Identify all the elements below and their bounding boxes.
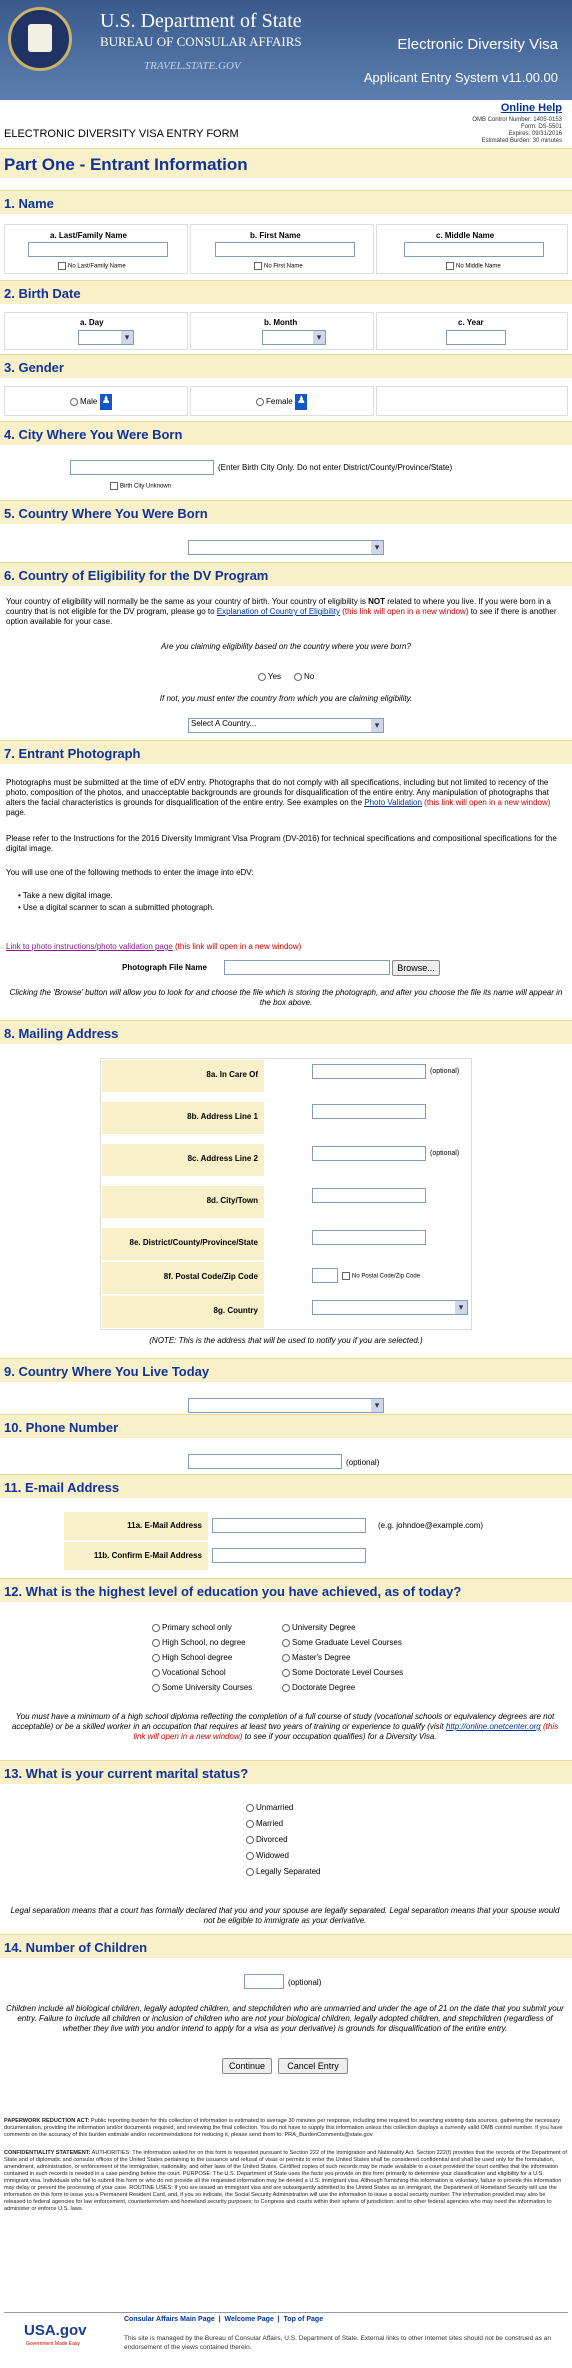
photo-requirements-end: page. <box>6 808 27 817</box>
education-option[interactable] <box>152 1635 252 1650</box>
education-note-text: You must have a minimum of a high school diploma reflecting the completion of a full course of study (vocational schools or equivalency degrees are not acceptable) or be a skilled worker in an occupation that requires at least two years of training or experience to qualify (visit <box>11 1712 555 1731</box>
browse-button[interactable]: Browse... <box>392 960 440 976</box>
footer-link-main[interactable]: Consular Affairs Main Page <box>124 2316 215 2323</box>
eligibility-yes-label: Yes <box>268 672 282 681</box>
section-name-heading: 1. Name <box>0 190 572 214</box>
eligibility-yes-option[interactable] <box>258 672 281 681</box>
photo-requirements-text: Photographs must be submitted at the time of eDV entry. Photographs that do not comply with all specifications, including but not limited to recency of the photo, composition of the photos, and unacceptable backgrounds are grounds for disqualification of the entire entry. Any manipulation of photographs that alters the facial characteristics is grounds for disqualification of the entire entry. See examples on the <box>6 778 549 807</box>
eligibility-text-c: related to where you live. If you were born in a country that is not eligible for the DV program, please go to <box>6 597 551 616</box>
last-name-label: a. Last/Family Name <box>50 231 127 240</box>
children-count-input[interactable] <box>244 1974 284 1989</box>
section-education-heading: 12. What is the highest level of education you have achieved, as of today? <box>0 1578 572 1602</box>
photo-file-input[interactable] <box>224 960 390 975</box>
section-residence-heading: 9. Country Where You Live Today <box>0 1358 572 1382</box>
no-last-name-checkbox[interactable] <box>58 262 66 270</box>
section-photo-heading: 7. Entrant Photograph <box>0 740 572 764</box>
marital-option-label: Widowed <box>256 1851 289 1860</box>
usa-gov-logo[interactable]: USA.gov <box>24 2322 87 2339</box>
postal-code-input[interactable] <box>312 1268 338 1283</box>
middle-name-input[interactable] <box>404 242 544 257</box>
residence-country-select[interactable] <box>188 1398 384 1413</box>
email-example: (e.g. johndoe@example.com) <box>378 1521 484 1530</box>
omb-form: Form: DS-5501 <box>520 124 562 130</box>
marital-option-label: Divorced <box>256 1835 288 1844</box>
site-url[interactable]: TRAVEL.STATE.GOV <box>144 60 241 72</box>
photo-instructions-link-row <box>6 942 301 951</box>
address-line2-label: 8c. Address Line 2 <box>102 1144 264 1176</box>
first-name-input[interactable] <box>215 242 355 257</box>
city-town-input[interactable] <box>312 1188 426 1203</box>
eligibility-link-new-window-note: (this link will open in a new window) <box>342 607 469 616</box>
marital-radio[interactable] <box>246 1868 254 1876</box>
birth-city-unknown-checkbox[interactable] <box>110 482 118 490</box>
education-radio[interactable] <box>282 1684 290 1692</box>
marital-options <box>246 1800 321 1880</box>
marital-radio[interactable] <box>246 1836 254 1844</box>
section-marital-heading: 13. What is your current marital status? <box>0 1760 572 1784</box>
children-optional: (optional) <box>288 1978 322 1987</box>
confirm-email-input[interactable] <box>212 1548 366 1563</box>
eligibility-question: Are you claiming eligibility based on the country where you were born? <box>161 642 411 651</box>
education-option-label: Master's Degree <box>292 1653 351 1662</box>
footer-divider <box>4 2312 568 2313</box>
marital-option[interactable] <box>246 1816 321 1832</box>
city-town-label: 8d. City/Town <box>102 1186 264 1218</box>
online-help-link[interactable]: Online Help <box>500 102 562 114</box>
section-phone-heading: 10. Phone Number <box>0 1414 572 1438</box>
photo-methods-list <box>18 890 214 914</box>
education-radio[interactable] <box>152 1684 160 1692</box>
birth-country-select[interactable] <box>188 540 384 555</box>
section-eligibility-heading: 6. Country of Eligibility for the DV Program <box>0 562 572 586</box>
photo-method-2-text: Use a digital scanner to scan a submitted photograph. <box>23 903 215 912</box>
marital-radio[interactable] <box>246 1820 254 1828</box>
marital-option[interactable] <box>246 1848 321 1864</box>
photo-method-1: • Take a new digital image. <box>18 891 113 900</box>
section-mailing-heading: 8. Mailing Address <box>0 1020 572 1044</box>
no-last-name-option[interactable] <box>58 262 126 270</box>
paperwork-text: Public reporting burden for this collection of information is estimated to average 30 minutes per response, including time required for searching existing data sources, gathering the necessary documentation, providing the information and/or documents required, and reviewing the final collection. You do not have to supply this information unless this collection displays a currently valid OMB control number. If you have comments on the accuracy of this burden estimate and/or recommendations for reducing it, please send them to: PRA_BurdenComments@state.gov. <box>4 2118 563 2138</box>
section-birth-country-heading: 5. Country Where You Were Born <box>0 500 572 524</box>
email-label: 11a. E-Mail Address <box>64 1512 208 1540</box>
no-middle-name-option[interactable] <box>446 262 501 270</box>
education-options-col2 <box>282 1620 403 1695</box>
continue-button[interactable]: Continue <box>222 2058 272 2074</box>
photo-methods-intro: You will use one of the following methods to enter the image into eDV: <box>6 868 254 877</box>
education-option[interactable] <box>282 1665 403 1680</box>
birth-month-select[interactable] <box>262 330 326 345</box>
eligibility-text-a: Your country of eligibility will normally be the same as your country of birth. Your country of eligibility is <box>6 597 369 606</box>
care-of-input[interactable] <box>312 1064 426 1079</box>
female-person-icon <box>295 394 307 410</box>
no-first-name-option[interactable] <box>254 262 303 270</box>
eligibility-country-select[interactable]: Select A Country... ▾ <box>188 718 384 733</box>
photo-file-label: Photograph File Name <box>122 963 207 972</box>
no-postal-code-option[interactable] <box>342 1272 420 1280</box>
education-note-end: to see if your occupation qualifies) for a Diversity Visa. <box>242 1732 437 1741</box>
education-requirement-note <box>6 1712 564 1742</box>
marital-option-label: Unmarried <box>256 1803 294 1812</box>
state-department-seal-icon <box>8 7 72 71</box>
omb-info <box>472 117 562 145</box>
birth-day-select[interactable] <box>78 330 134 345</box>
site-header <box>0 0 572 100</box>
last-name-input[interactable] <box>28 242 168 257</box>
usa-gov-tagline: Government Made Easy <box>26 2341 80 2347</box>
care-of-optional: (optional) <box>430 1068 460 1075</box>
education-radio[interactable] <box>282 1669 290 1677</box>
education-option-label: High School, no degree <box>162 1638 246 1647</box>
education-option-label: Some Graduate Level Courses <box>292 1638 402 1647</box>
marital-option[interactable] <box>246 1800 321 1816</box>
postal-code-label: 8f. Postal Code/Zip Code <box>102 1262 264 1294</box>
eligibility-text-not: NOT <box>368 597 385 606</box>
district-input[interactable] <box>312 1230 426 1245</box>
education-option[interactable] <box>282 1650 403 1665</box>
birth-year-label: c. Year <box>458 318 484 327</box>
eligibility-yes-radio[interactable] <box>258 673 266 681</box>
no-first-name-checkbox[interactable] <box>254 262 262 270</box>
education-option[interactable] <box>152 1665 252 1680</box>
marital-option-label: Legally Separated <box>256 1867 321 1876</box>
footer-link-welcome[interactable]: Welcome Page <box>224 2316 274 2323</box>
education-option-label: Some University Courses <box>162 1683 253 1692</box>
children-note: Children include all biological children, legally adopted children, and stepchildren who are unmarried and under the age of 21 on the date that you submit your entry. Failure to include all children or inclusion of children who are not your biological children, legally adopted children, and stepchildren (regardless of whether they live with you and/or intend to apply for a visa as your derivative) is grounds for disqualification of the entire entry. <box>6 2004 564 2033</box>
omb-expires: Expires: 09/31/2016 <box>508 131 562 137</box>
middle-name-label: c. Middle Name <box>436 231 495 240</box>
education-radio[interactable] <box>282 1639 290 1647</box>
gender-female-option[interactable] <box>256 394 307 410</box>
birth-month-label: b. Month <box>264 318 298 327</box>
education-option[interactable] <box>152 1680 252 1695</box>
omb-burden: Estimated Burden: 30 minutes <box>481 138 562 144</box>
confidentiality-label: CONFIDENTIALITY STATEMENT: <box>4 2150 91 2156</box>
part-one-heading: Part One - Entrant Information <box>0 148 572 178</box>
education-option[interactable] <box>282 1620 403 1635</box>
onet-link[interactable]: http://online.onetcenter.org <box>445 1722 541 1731</box>
gender-male-option[interactable] <box>70 394 112 410</box>
education-option-label: Doctorate Degree <box>292 1683 356 1692</box>
education-option-label: Primary school only <box>162 1623 232 1632</box>
birth-city-note: (Enter Birth City Only. Do not enter District/County/Province/State) <box>218 463 453 472</box>
no-last-name-label: No Last/Family Name <box>68 263 126 270</box>
mailing-country-select[interactable] <box>312 1300 468 1315</box>
first-name-label: b. First Name <box>250 231 301 240</box>
paperwork-reduction-act <box>4 2118 568 2139</box>
legal-separation-note: Legal separation means that a court has formally declared that you and your spouse are legally separated. Legal separation means that your spouse would not be eligible to immigrate as your derivative. <box>10 1906 560 1925</box>
education-radio[interactable] <box>282 1624 290 1632</box>
birth-city-unknown-option[interactable] <box>110 482 171 490</box>
gender-empty-cell <box>376 386 568 416</box>
photo-validation-link[interactable]: Photo Validation <box>364 798 422 807</box>
birth-city-unknown-label: Birth City Unknown <box>120 483 172 490</box>
male-label: Male <box>80 397 98 407</box>
education-option[interactable] <box>152 1650 252 1665</box>
confidentiality-text: AUTHORITIES: The information asked for on this form is requested pursuant to Section 222 of the Immigration and Nationality Act. Section 222(f) provides that the records of the Department of State and of diplomatic and consular offices of the United States pertaining to the issuance and refusal of visas or permits to enter the United States shall be considered confidential and shall be used only for the formulation, amendment, administration, or enforcement of the immigration, nationality, and other laws of the United States. Certified copies of such records may be made available to a court provided the court certifies that the information contained in such records is needed in a case pending before the court. PURPOSE: The U.S. Department of State uses the facts you provide on this form primarily to determine your classification and eligibility for a U.S. immigrant visa. Individuals who fail to submit this form or who do not provide all the requested information may be denied a U.S. immigrant visa. Although furnishing this information is voluntary, failure to provide this information may delay or prevent the processing of your case. ROUTINE USES: If you are issued an immigrant visa and are subsequently admitted to the United States as an immigrant, the Department of Homeland Security will use the information on this form to issue you a Permanent Resident Card, and, if you so indicate, the Social Security Administration will use the information to issue a social security number. The information provided may also be released to federal agencies for law enforcement, counterterrorism and homeland security purposes; to Congress and courts within their sphere of jurisdiction; and to other federal agencies who may need the information to administer or enforce U.S. laws. <box>4 2150 567 2212</box>
footer-links: Consular Affairs Main Page | Welcome Page | Top of Page <box>124 2316 324 2323</box>
marital-radio[interactable] <box>246 1852 254 1860</box>
marital-option[interactable] <box>246 1864 321 1880</box>
photo-validation-new-window-note: (this link will open in a new window) <box>424 798 551 807</box>
care-of-label: 8a. In Care Of <box>102 1060 264 1092</box>
eligibility-no-option[interactable] <box>294 672 314 681</box>
section-birthdate-heading: 2. Birth Date <box>0 280 572 304</box>
education-option[interactable] <box>282 1680 403 1695</box>
no-middle-name-checkbox[interactable] <box>446 262 454 270</box>
photo-browse-note: Clicking the 'Browse' button will allow you to look for and choose the file which is storing the photograph, and after you choose the file its name will appear in the box above. <box>9 988 563 1007</box>
birth-day-label: a. Day <box>80 318 104 327</box>
phone-optional: (optional) <box>346 1458 380 1467</box>
no-middle-name-label: No Middle Name <box>456 263 501 270</box>
male-radio[interactable] <box>70 398 78 406</box>
eligibility-explanation-link[interactable]: Explanation of Country of Eligibility <box>216 607 340 616</box>
address-line2-input[interactable] <box>312 1146 426 1161</box>
confidentiality-statement <box>4 2150 568 2213</box>
birth-year-input[interactable] <box>446 330 506 345</box>
no-postal-code-checkbox[interactable] <box>342 1272 350 1280</box>
education-option[interactable] <box>282 1635 403 1650</box>
education-radio[interactable] <box>152 1639 160 1647</box>
education-option-label: Vocational School <box>162 1668 226 1677</box>
phone-input[interactable] <box>188 1454 342 1469</box>
mailing-country-label: 8g. Country <box>102 1296 264 1328</box>
section-gender-heading: 3. Gender <box>0 354 572 378</box>
education-radio[interactable] <box>152 1669 160 1677</box>
photo-instructions-link[interactable]: Link to photo instructions/photo validation page <box>6 942 173 951</box>
district-label: 8e. District/County/Province/State <box>102 1228 264 1260</box>
eligibility-no-radio[interactable] <box>294 673 302 681</box>
photo-method-2: • Use a digital scanner to scan a submitted photograph. <box>18 903 215 912</box>
cancel-entry-button[interactable]: Cancel Entry <box>278 2058 348 2074</box>
education-option-label: University Degree <box>292 1623 356 1632</box>
department-name: U.S. Department of State <box>100 10 302 32</box>
mailing-note: (NOTE: This is the address that will be used to notify you if you are selected.) <box>149 1336 423 1345</box>
address-line2-optional: (optional) <box>430 1150 460 1157</box>
marital-radio[interactable] <box>246 1804 254 1812</box>
onet-new-window-note: (this link will open in a new window) <box>133 1722 559 1741</box>
eligibility-no-label: No <box>304 672 315 681</box>
section-email-heading: 11. E-mail Address <box>0 1474 572 1498</box>
photo-method-1-text: Take a new digital image. <box>22 891 113 900</box>
address-line1-input[interactable] <box>312 1104 426 1119</box>
no-postal-code-label: No Postal Code/Zip Code <box>352 1273 421 1280</box>
eligibility-text-d: to see if there is another option available for your case. <box>6 607 557 626</box>
form-title: ELECTRONIC DIVERSITY VISA ENTRY FORM <box>4 128 239 140</box>
education-option[interactable] <box>152 1620 252 1635</box>
male-person-icon <box>100 394 112 410</box>
confirm-email-label: 11b. Confirm E-Mail Address <box>64 1542 208 1570</box>
photo-requirements <box>6 778 564 818</box>
education-radio[interactable] <box>152 1654 160 1662</box>
no-first-name-label: No First Name <box>264 263 303 270</box>
address-line1-label: 8b. Address Line 1 <box>102 1102 264 1134</box>
female-radio[interactable] <box>256 398 264 406</box>
female-label: Female <box>266 397 293 407</box>
eligibility-explanation <box>6 597 564 627</box>
birth-city-input[interactable] <box>70 460 214 475</box>
education-radio[interactable] <box>152 1624 160 1632</box>
education-option-label: Some Doctorate Level Courses <box>292 1668 404 1677</box>
app-name: Electronic Diversity Visa <box>397 36 558 53</box>
education-options-col1 <box>152 1620 252 1695</box>
footer-link-top[interactable]: Top of Page <box>283 2316 324 2323</box>
marital-option[interactable] <box>246 1832 321 1848</box>
marital-option-label: Married <box>256 1819 284 1828</box>
section-birth-city-heading: 4. City Where You Were Born <box>0 421 572 445</box>
footer-disclaimer: This site is managed by the Bureau of Consular Affairs, U.S. Department of State. External links to other Internet sites should not be construed as an endorsement of the views contained therein. <box>124 2335 551 2351</box>
email-input[interactable] <box>212 1518 366 1533</box>
bureau-name: BUREAU OF CONSULAR AFFAIRS <box>100 34 302 49</box>
section-children-heading: 14. Number of Children <box>0 1934 572 1958</box>
photo-instructions-ref: Please refer to the Instructions for the 2016 Diversity Immigrant Visa Program (DV-2016) for technical specifications and compositional specifications for the digital image. <box>6 834 557 853</box>
education-radio[interactable] <box>282 1654 290 1662</box>
eligibility-ifnot-note: If not, you must enter the country from which you are claiming eligibility. <box>159 694 413 703</box>
paperwork-label: PAPERWORK REDUCTION ACT: <box>4 2118 90 2124</box>
system-version: Applicant Entry System v11.00.00 <box>363 70 558 85</box>
photo-instructions-new-window-note: (this link will open in a new window) <box>175 942 302 951</box>
education-option-label: High School degree <box>162 1653 233 1662</box>
omb-control: OMB Control Number: 1405-0153 <box>472 117 562 123</box>
